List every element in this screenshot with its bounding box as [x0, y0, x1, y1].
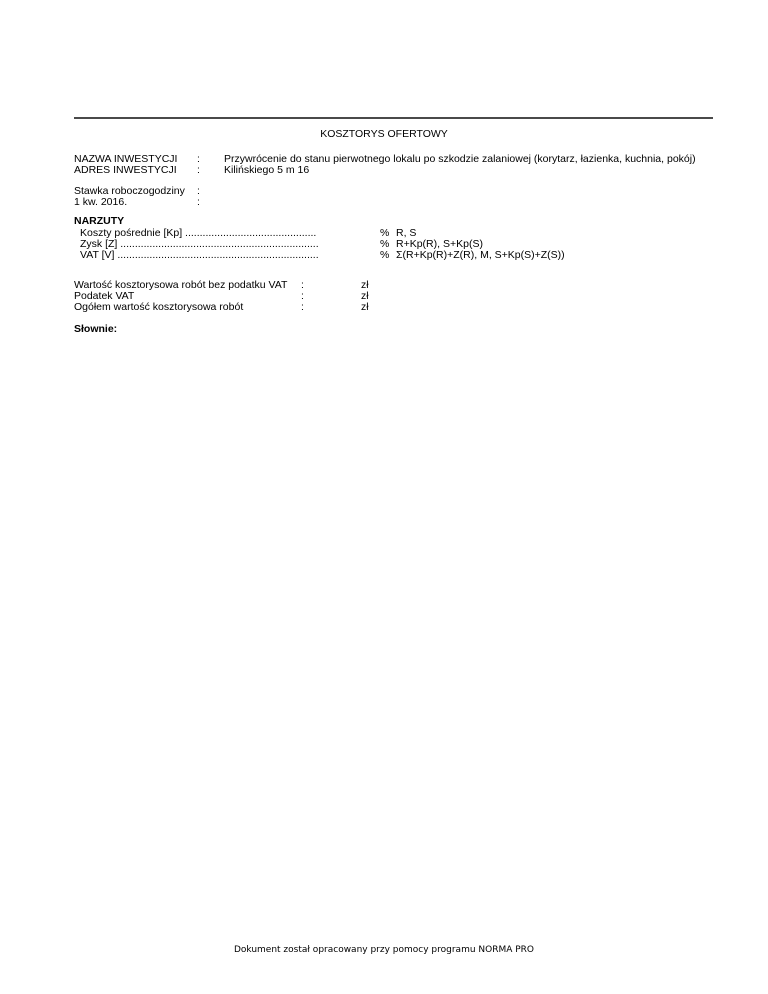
investment-address-label: ADRES INWESTYCJI [74, 164, 177, 176]
document-title: KOSZTORYS OFERTOWY [320, 128, 448, 140]
top-rule [74, 117, 713, 119]
in-words-label: Słownie: [74, 323, 118, 335]
total-vat-label: Podatek VAT [74, 290, 135, 302]
total-vat-separator: : [301, 290, 304, 302]
investment-name-value: Przywrócenie do stanu pierwotnego lokalu po szkodzie zalaniowej (korytarz, łazienka, kuchnia, pokój) [224, 153, 696, 165]
markup-profit-basis: R+Kp(R), S+Kp(S) [396, 238, 483, 250]
labour-rate-period: 1 kw. 2016. [74, 196, 128, 208]
investment-address-value: Kilińskiego 5 m 16 [224, 164, 310, 176]
total-net-currency: zł [361, 279, 369, 291]
total-gross-label: Ogółem wartość kosztorysowa robót [74, 301, 244, 313]
markup-vat-basis: Σ(R+Kp(R)+Z(R), M, S+Kp(S)+Z(S)) [396, 249, 565, 261]
total-gross-separator: : [301, 301, 304, 313]
total-gross-currency: zł [361, 301, 369, 313]
markups-heading: NARZUTY [74, 215, 125, 227]
markup-profit-label: Zysk [Z] .................................................................... [80, 238, 319, 250]
footer-note: Dokument został opracowany przy pomocy programu NORMA PRO [233, 945, 535, 955]
labour-rate-period-separator: : [197, 196, 200, 208]
markup-indirect-costs-unit: % [380, 227, 390, 239]
investment-name-separator: : [197, 153, 200, 165]
markup-vat-label: VAT [V] ..................................................................... [80, 249, 319, 261]
markup-profit-unit: % [380, 238, 390, 250]
markup-indirect-costs-basis: R, S [396, 227, 417, 239]
labour-rate-label: Stawka roboczogodziny [74, 185, 185, 197]
investment-address-separator: : [197, 164, 200, 176]
markup-indirect-costs-label: Koszty pośrednie [Kp] ............................................. [80, 227, 317, 239]
investment-name-label: NAZWA INWESTYCJI [74, 153, 178, 165]
total-net-label: Wartość kosztorysowa robót bez podatku VAT [74, 279, 288, 291]
markup-vat-unit: % [380, 249, 390, 261]
total-net-separator: : [301, 279, 304, 291]
labour-rate-separator: : [197, 185, 200, 197]
total-vat-currency: zł [361, 290, 369, 302]
